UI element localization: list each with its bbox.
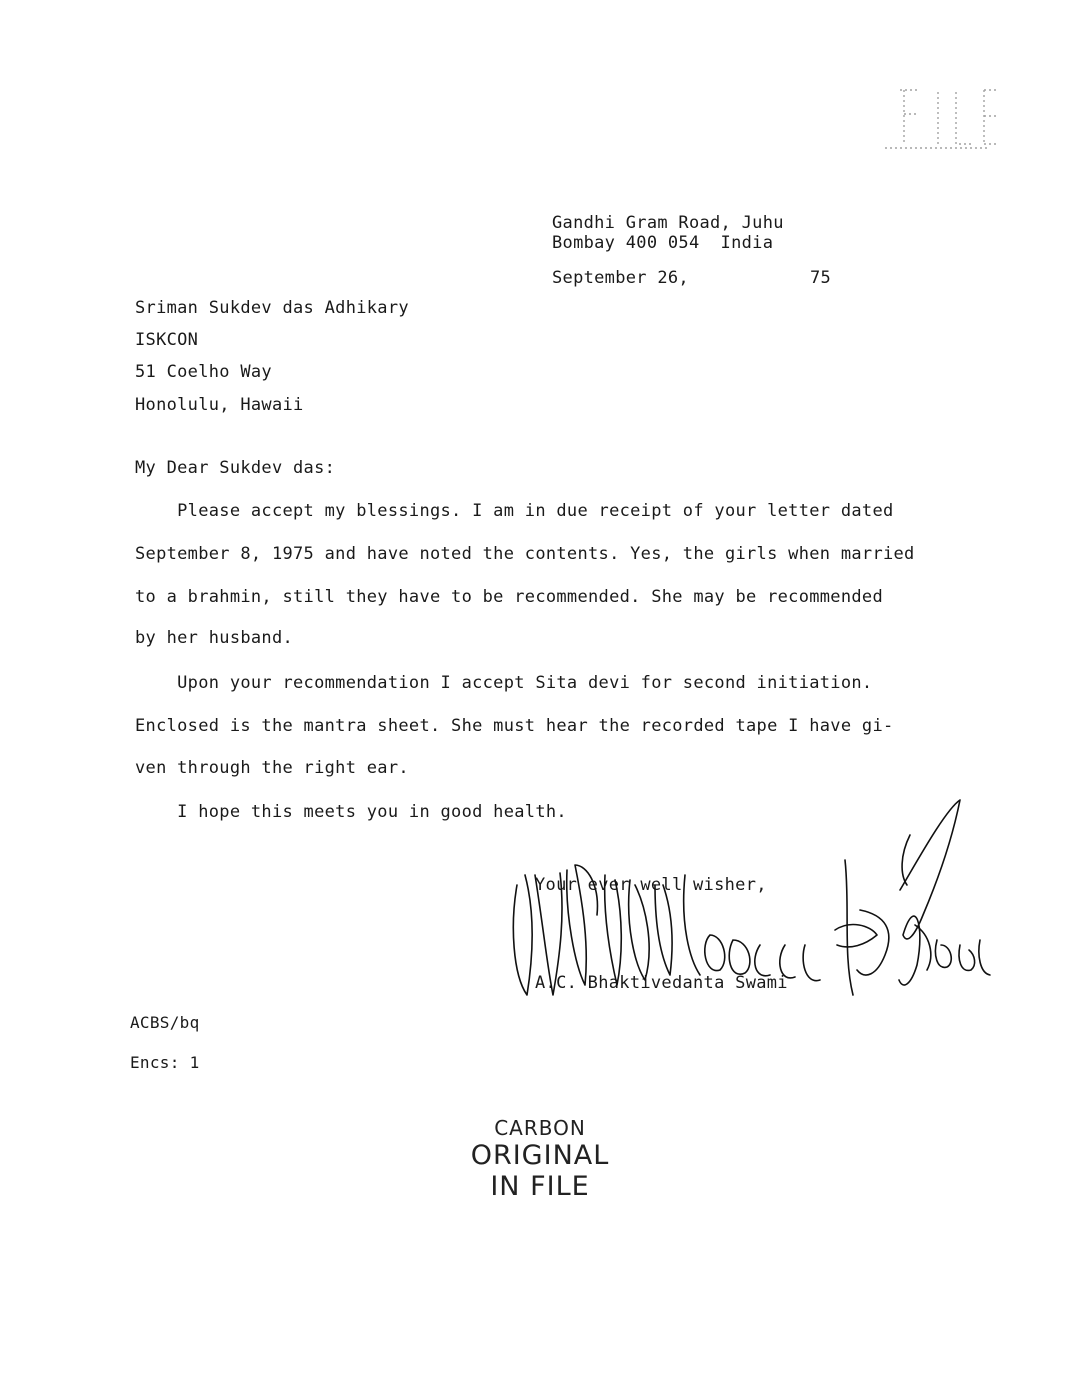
recipient-org: ISKCON: [135, 330, 199, 350]
signature: [505, 795, 1005, 1020]
stamp-line-2: ORIGINAL: [470, 1140, 610, 1171]
body-line: Upon your recommendation I accept Sita devi for second initiation.: [135, 673, 873, 693]
body-line: September 8, 1975 and have noted the contents. Yes, the girls when married: [135, 544, 915, 564]
file-stamp: [880, 82, 1000, 152]
body-line: Please accept my blessings. I am in due receipt of your letter dated: [135, 501, 894, 521]
letter-date: September 26,: [552, 268, 689, 288]
body-line: ven through the right ear.: [135, 758, 409, 778]
return-address-line-2: Bombay 400 054 India: [552, 233, 774, 253]
enclosures-note: Encs: 1: [130, 1053, 200, 1072]
recipient-street: 51 Coelho Way: [135, 362, 272, 382]
body-line: Enclosed is the mantra sheet. She must hear the recorded tape I have gi-: [135, 716, 894, 736]
closing: Your ever well wisher,: [535, 875, 767, 895]
recipient-name: Sriman Sukdev das Adhikary: [135, 298, 409, 318]
reference-initials: ACBS/bq: [130, 1013, 200, 1032]
body-line: by her husband.: [135, 628, 294, 648]
letter-year: 75: [810, 268, 832, 288]
signer-name: A.C. Bhaktivedanta Swami: [535, 973, 788, 993]
salutation: My Dear Sukdev das:: [135, 458, 336, 478]
body-line: to a brahmin, still they have to be recommended. She may be recommended: [135, 587, 883, 607]
body-line: I hope this meets you in good health.: [135, 802, 567, 822]
stamp-line-1: CARBON: [494, 1116, 586, 1140]
stamp-line-3: IN FILE: [490, 1171, 590, 1203]
recipient-city: Honolulu, Hawaii: [135, 395, 304, 415]
return-address-line-1: Gandhi Gram Road, Juhu: [552, 213, 784, 233]
file-stamp-mark: [880, 82, 1000, 152]
carbon-stamp: [455, 1117, 625, 1202]
